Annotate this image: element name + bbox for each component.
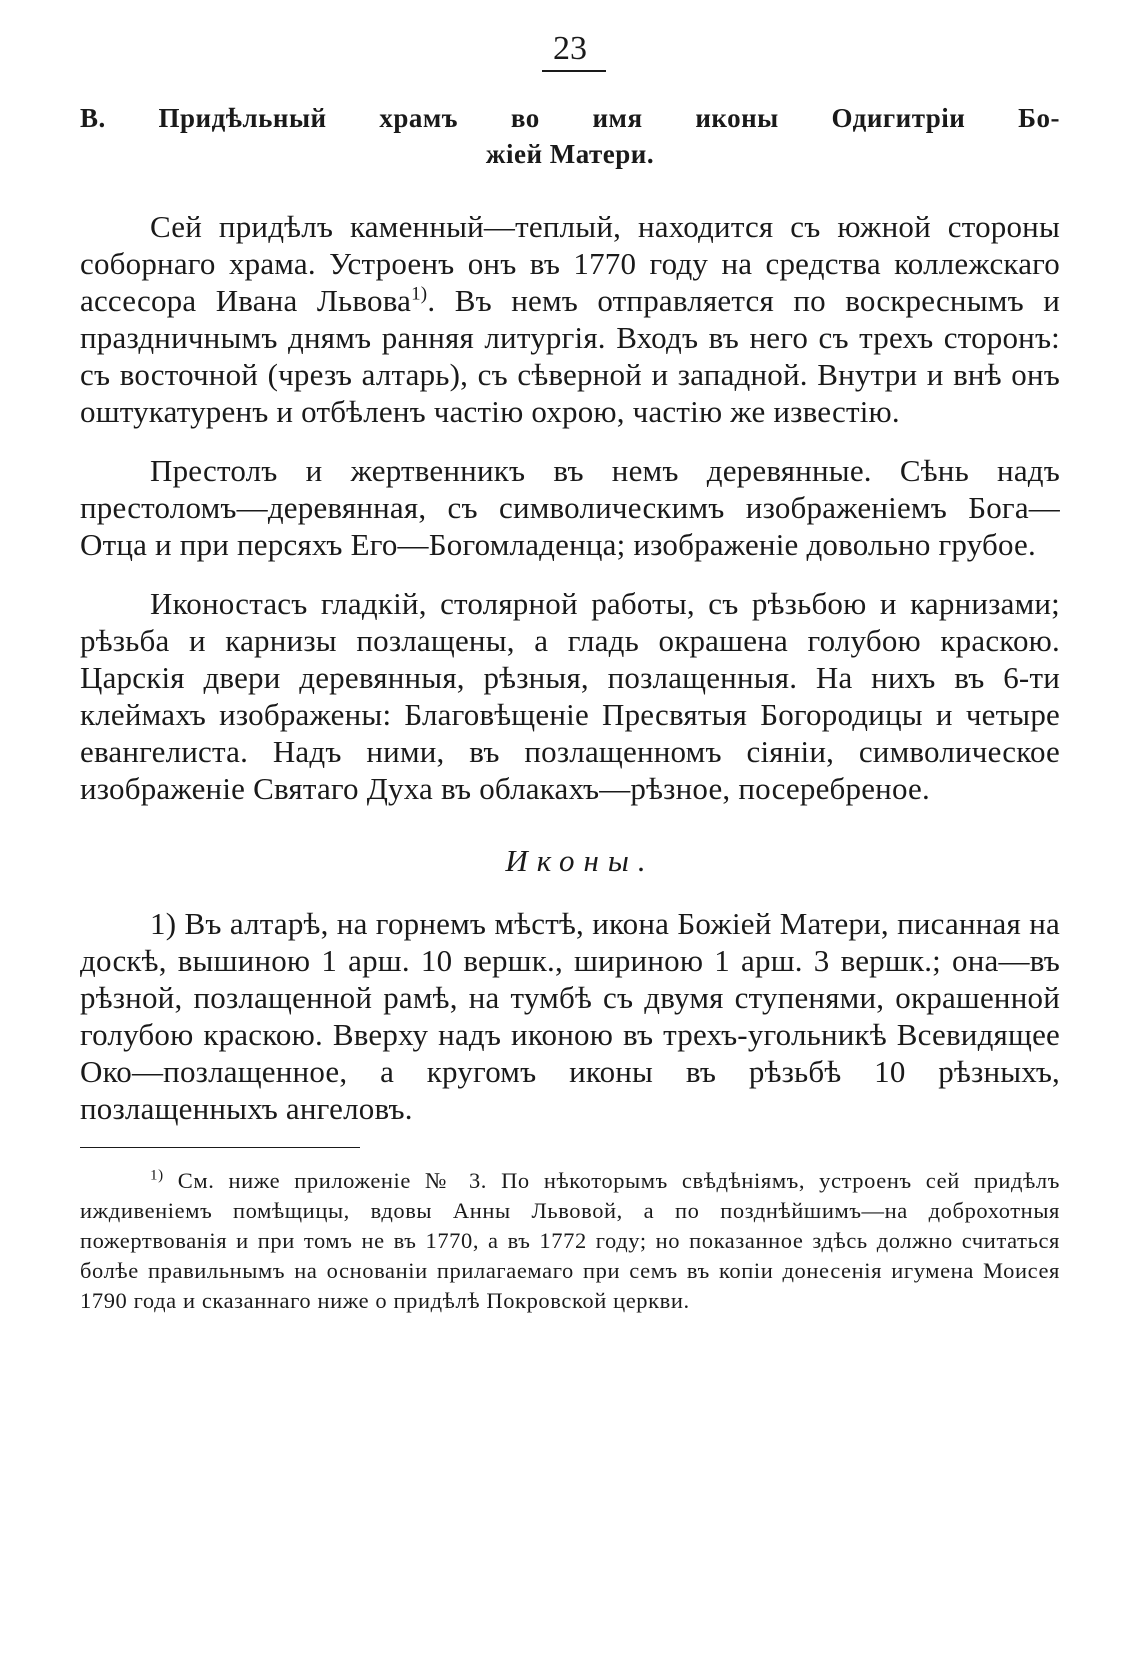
paragraph-text: . Въ немъ отправляется по воскреснымъ и праздничнымъ днямъ ранняя литургія. Входъ въ него съ трехъ сторонъ: съ восточной (чрезъ алтарь), съ сѣверной и западной. Внутри и внѣ онъ оштукатуренъ и отбѣленъ частію охрою, частію же известію. (80, 283, 1060, 429)
book-page (80, 28, 1060, 1339)
footnote (80, 1166, 1060, 1316)
footnote-divider (80, 1147, 360, 1148)
section-heading-line2: жіей Матери. (485, 139, 655, 169)
icons-heading: Иконы. (505, 843, 655, 878)
section-heading-line1: В. Придѣльный храмъ во имя иконы Одигитріи Бо- (80, 103, 1060, 133)
footnote-mark: 1) (150, 1167, 164, 1184)
page-number-rule (542, 70, 606, 72)
page-number: 23 (553, 30, 587, 67)
paragraph-altar: Престолъ и жертвенникъ въ немъ деревянные. Сѣнь надъ престоломъ—деревянная, съ символическимъ изображеніемъ Бога—Отца и при персяхъ Его—Богомладенца; изображеніе довольно грубое. (80, 453, 1060, 562)
icon-item-1: 1) Въ алтарѣ, на горнемъ мѣстѣ, икона Божіей Матери, писанная на доскѣ, вышиною 1 арш. 10 вершк., шириною 1 арш. 3 вершк.; она—въ рѣзной, позлащенной рамѣ, на тумбѣ съ двумя ступенями, окрашенной голубою краскою. Вверху надъ иконою въ трехъ-угольникѣ Всевидящее Око—позлащенное, а кругомъ иконы въ рѣзьбѣ 10 рѣзныхъ, позлащенныхъ ангеловъ. (80, 906, 1060, 1126)
paragraph-iconostasis: Иконостасъ гладкій, столярной работы, съ рѣзьбою и карнизами; рѣзьба и карнизы позлащены, а гладь окрашена голубою краскою. Царскія двери деревянныя, рѣзныя, позлащенныя. На нихъ въ 6-ти клеймахъ изображены: Благовѣщеніе Пресвятыя Богородицы и четыре евангелиста. Надъ ними, въ позлащенномъ сіяніи, символическое изображеніе Святаго Духа въ облакахъ—рѣзное, посеребреное. (80, 586, 1060, 806)
paragraph-text: Сей придѣлъ каменный—теплый, находится съ южной стороны соборнаго храма. Устроенъ онъ въ 1770 году на средства коллежскаго ассесора Ивана Львова (80, 209, 1060, 318)
section-heading (80, 100, 1060, 172)
paragraph-chapel-description (80, 208, 1060, 430)
footnote-text: См. ниже приложеніе № 3. По нѣкоторымъ свѣдѣніямъ, устроенъ сей придѣлъ иждивеніемъ помѣщицы, вдовы Анны Львовой, а по позднѣйшимъ—на доброхотныя пожертвованія и при томъ не въ 1770, а въ 1772 году; но показанное здѣсь должно считаться болѣе правильнымъ на основаніи прилагаемаго при семъ въ копіи донесенія игумена Моисея 1790 года и сказаннаго ниже о придѣлѣ Покровской церкви. (80, 1168, 1060, 1313)
footnote-reference: 1) (411, 283, 428, 305)
